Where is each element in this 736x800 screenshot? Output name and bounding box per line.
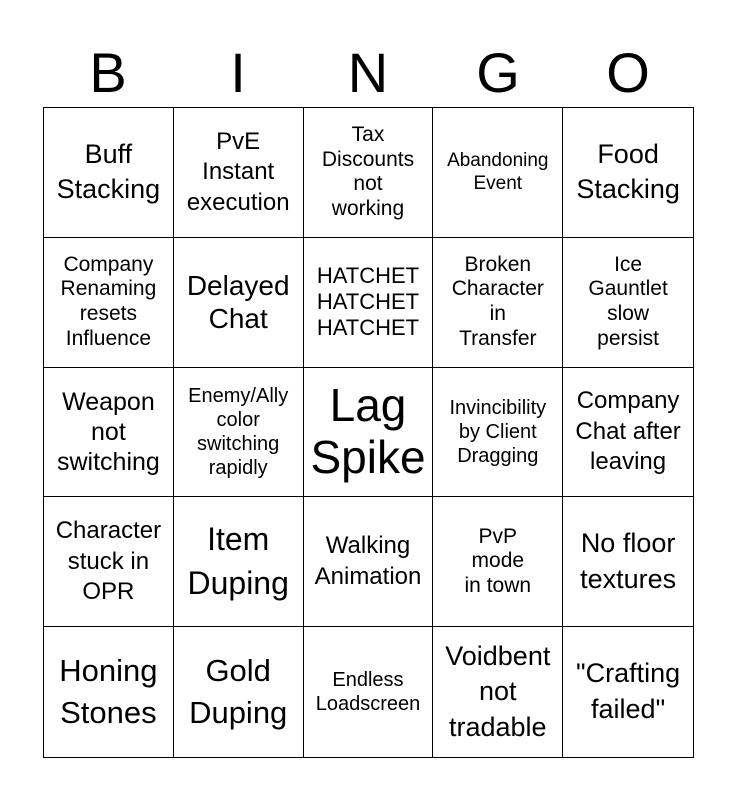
cell-label: Endless Loadscreen [315,669,421,716]
cell-label: Food Stacking [576,138,680,205]
cell-label: Walking Animation [314,532,422,590]
cell-label: PvP mode in town [464,524,532,598]
cell-label: Gold Duping [189,652,288,731]
header-letter-o: O [606,41,650,104]
cell-label: Honing Stones [59,652,158,731]
cell-label: Company Chat after leaving [575,387,681,476]
bingo-cell-r1c5[interactable] [563,108,693,238]
bingo-cell-r4c4[interactable] [433,497,563,627]
bingo-header [43,40,693,106]
bingo-cell-r1c3[interactable] [304,108,434,238]
bingo-cell-r3c1[interactable] [44,368,174,498]
cell-label: Enemy/Ally color switching rapidly [188,384,289,479]
cell-label: "Crafting failed" [576,658,681,725]
cell-label: No floor textures [580,528,677,594]
cell-label: Voidbent not tradable [445,640,551,742]
bingo-cell-r5c3[interactable] [304,627,434,757]
bingo-cell-r1c1[interactable] [44,108,174,238]
cell-label: Tax Discounts not working [321,122,415,221]
bingo-cell-r1c4[interactable] [433,108,563,238]
cell-label: PvE Instant execution [186,127,290,216]
header-letter-g: G [476,41,520,104]
cell-label: Character stuck in OPR [55,517,162,606]
cell-label: Broken Character in Transfer [451,252,544,350]
cell-label: Buff Stacking [56,138,161,205]
header-letter-n: N [347,41,389,104]
cell-label: Ice Gauntlet slow persist [588,252,668,350]
cell-label: Weapon not switching [56,387,160,476]
bingo-cell-r5c5[interactable] [563,627,693,757]
cell-label: Invincibility by Client Dragging [449,396,547,467]
bingo-cell-r2c2[interactable] [174,238,304,368]
bingo-cell-r1c2[interactable] [174,108,304,238]
cell-label: Item Duping [187,521,289,601]
bingo-cell-r3c2[interactable] [174,368,304,498]
cell-label: HATCHET HATCHET HATCHET [316,262,420,341]
bingo-cell-r3c3[interactable] [304,368,434,498]
bingo-cell-r4c5[interactable] [563,497,693,627]
bingo-cell-r3c4[interactable] [433,368,563,498]
cell-label: Abandoning Event [447,150,549,195]
bingo-cell-r5c1[interactable] [44,627,174,757]
bingo-cell-r5c4[interactable] [433,627,563,757]
bingo-board [43,107,694,758]
bingo-cell-r2c1[interactable] [44,238,174,368]
bingo-cell-r4c3[interactable] [304,497,434,627]
header-letter-b: B [89,41,127,104]
cell-label: Company Renaming resets Influence [60,252,157,350]
bingo-cell-r4c2[interactable] [174,497,304,627]
bingo-cell-r5c2[interactable] [174,627,304,757]
bingo-cell-r2c5[interactable] [563,238,693,368]
free-space-label: Lag Spike [310,379,426,483]
bingo-cell-r4c1[interactable] [44,497,174,627]
bingo-cell-r2c3[interactable] [304,238,434,368]
bingo-cell-r2c4[interactable] [433,238,563,368]
cell-label: Delayed Chat [186,269,290,335]
bingo-cell-r3c5[interactable] [563,368,693,498]
header-letter-i: I [230,41,246,104]
